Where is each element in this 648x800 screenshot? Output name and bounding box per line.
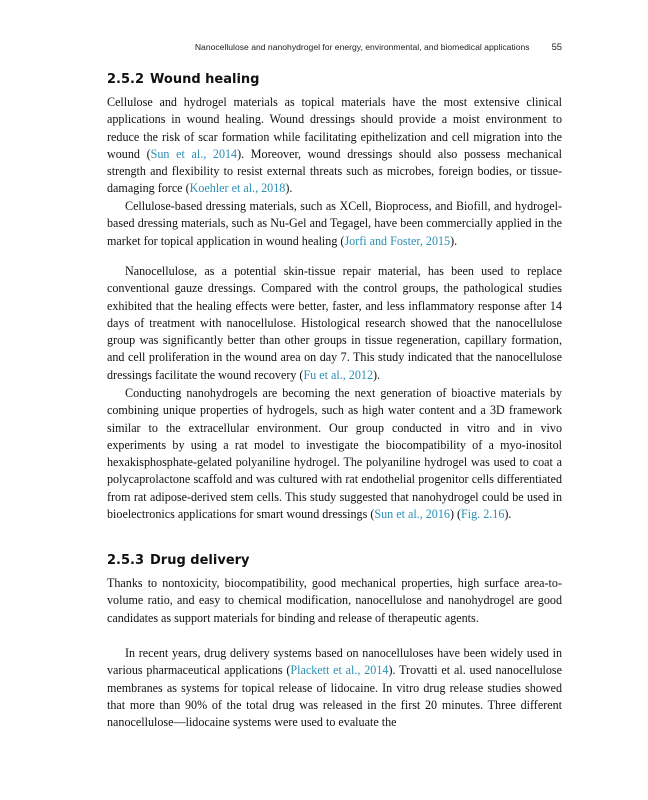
paragraph-text: In recent years, drug delivery systems based on nanocelluloses have been widely used in various pharmaceutical applications (	[107, 646, 562, 678]
paragraph	[107, 94, 562, 198]
citation-link[interactable]: Fu et al., 2012	[303, 367, 373, 382]
section-title: Wound healing	[150, 72, 260, 87]
citation-link[interactable]: Sun et al., 2014	[150, 146, 238, 161]
paragraph	[107, 645, 562, 731]
running-head-title: Nanocellulose and nanohydrogel for energy, environmental, and biomedical applications	[194, 42, 530, 52]
running-head	[107, 41, 562, 55]
citation-link[interactable]: Sun et al., 2016	[374, 507, 450, 522]
paragraph	[107, 263, 562, 384]
paragraph	[107, 385, 562, 523]
paragraph	[107, 198, 562, 250]
paragraph-text: ).	[285, 181, 293, 196]
section-heading-wound-healing	[107, 72, 259, 87]
section-number: 2.5.2	[107, 72, 145, 87]
paragraph-text: ).	[450, 233, 458, 248]
page-number: 55	[551, 41, 562, 52]
figure-reference-link[interactable]: Fig. 2.16	[461, 507, 505, 522]
paragraph-text: ).	[373, 367, 381, 382]
paragraph	[107, 575, 562, 627]
paragraph-text: ). Trovatti et al. used nanocellulose membranes as systems for topical release of lidocaine. In vitro drug release studies showed that more than 90% of the total drug was released in the first 20 minutes. Three different nanocellulose—lidocaine systems were used to evaluate the	[107, 663, 563, 730]
paragraph-text: ).	[504, 507, 512, 522]
citation-link[interactable]: Jorfi and Foster, 2015	[344, 233, 451, 248]
paragraph-text: Thanks to nontoxicity, biocompatibility, good mechanical properties, high surface area-to-volume ratio, and easy to chemical modification, nanocellulose and nanohydrogel are good candidates as support materials for binding and release of therapeutic agents.	[107, 576, 562, 625]
section-title: Drug delivery	[150, 553, 250, 568]
section-number: 2.5.3	[107, 553, 145, 568]
paragraph-text: ) (	[449, 507, 462, 522]
section-heading-drug-delivery	[107, 553, 250, 568]
citation-link[interactable]: Koehler et al., 2018	[189, 181, 286, 196]
paragraph-text: Cellulose-based dressing materials, such as XCell, Bioprocess, and Biofill, and hydrogel-based dressing materials, such as Nu-Gel and Tegagel, have been commercially applied in the market for topical application in wound healing (	[107, 199, 562, 248]
paragraph-text: Conducting nanohydrogels are becoming the next generation of bioactive materials by combining unique properties of hydrogels, such as high water content and a 3D framework similar to the extracellular environment. Our group conducted in vitro and in vivo experiments by using a rat model to investigate the biocompatibility of a myo-inositol hexakisphosphate-gelated polyaniline hydrogel. The polyaniline hydrogel was used to coat a polycaprolactone scaffold and was cultured with rat endothelial progenitor cells differentiated from rat adipose-derived stem cells. This study suggested that nanohydrogel could be used in bioelectronics applications for smart wound dressings (	[107, 386, 562, 522]
citation-link[interactable]: Plackett et al., 2014	[290, 663, 389, 678]
paragraph-text: Nanocellulose, as a potential skin-tissue repair material, has been used to replace conventional gauze dressings. Compared with the control groups, the pathological studies exhibited that the healing effects were better, faster, and less inflammatory response after 14 days of treatment with nanocellulose. Histological research showed that the nanocellulose group was significantly better than other groups in tissue regeneration, capillary formation, and cell proliferation in the wound area on day 7. This study indicated that the nanocellulose dressings facilitate the wound recovery (	[107, 264, 562, 382]
paragraph-text: ). Moreover, wound dressings should also possess mechanical strength and flexibility to resist external threats such as microbes, foreign bodies, or tissue-damaging force (	[107, 146, 562, 196]
paragraph-text: Cellulose and hydrogel materials as topical materials have the most extensive clinical applications in wound healing. Wound dressings should provide a moist environment to reduce the risk of scar formation while facilitating epithelization and cell migration into the wound (	[107, 95, 562, 161]
